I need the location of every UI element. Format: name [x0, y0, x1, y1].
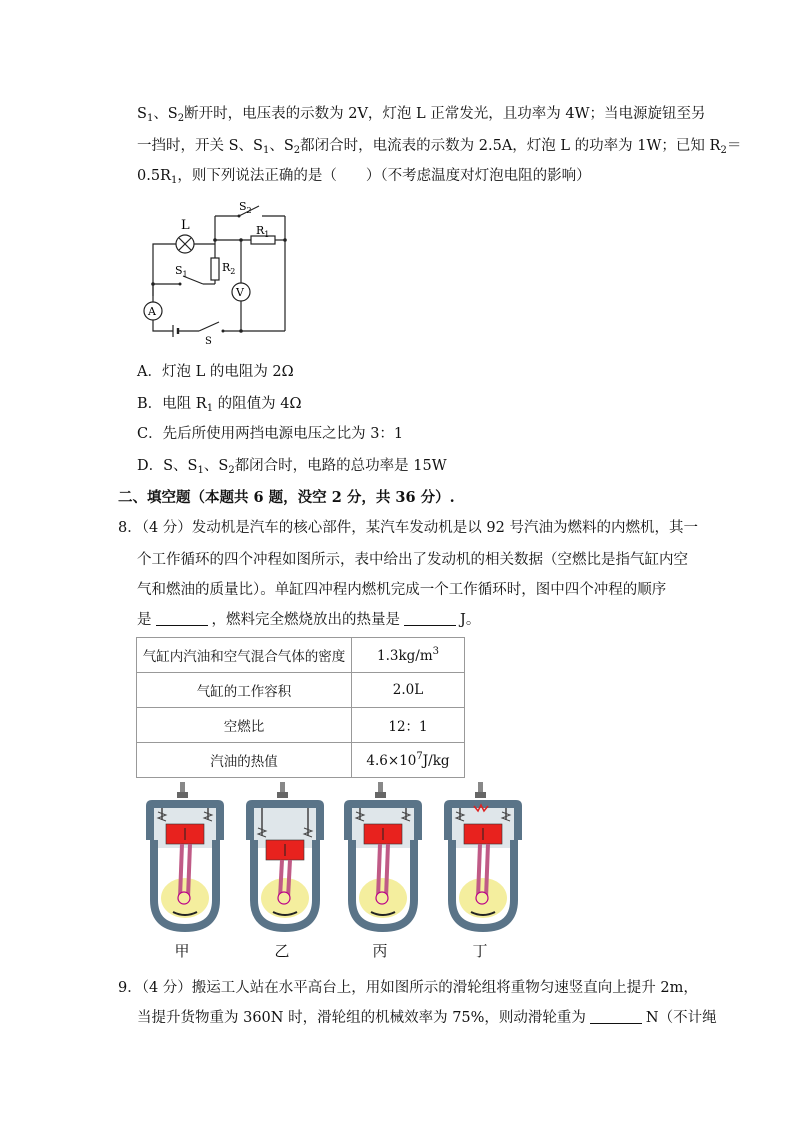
table-cell-key: 汽油的热值 — [137, 743, 352, 778]
label-S1: $S_1$ — [175, 264, 188, 279]
engine-data-table — [136, 637, 465, 778]
q7-line-3: $0.5R_1$，则下列说法正确的是（ ）（不考虑温度对灯泡电阻的影响） — [137, 168, 591, 186]
label-R2: $R_2$ — [222, 261, 236, 276]
option-a: A．灯泡 L 的电阻为 2Ω — [137, 364, 294, 380]
engine-label: 丁 — [472, 942, 488, 960]
engine-label: 甲 — [174, 942, 190, 960]
q7-line-1: $S_1$、$S_2$断开时，电压表的示数为 2V，灯泡 L 正常发光，且功率为 4W；当电源旋钮至另 — [137, 106, 706, 124]
table-cell-key: 气缸的工作容积 — [137, 673, 352, 708]
engine-stroke-diagram — [240, 780, 330, 932]
q8-line-2: 个工作循环的四个冲程如图所示，表中给出了发动机的相关数据（空燃比是指气缸内空 — [137, 552, 688, 568]
label-S: S — [205, 336, 212, 346]
engine-label: 乙 — [274, 942, 290, 960]
label-S2: $S_2$ — [239, 200, 252, 215]
voltmeter-label: V — [236, 286, 244, 299]
table-row — [137, 743, 465, 778]
option-d: D．S、$S_1$、$S_2$都闭合时，电路的总功率是 15W — [137, 458, 447, 476]
q8-line-3: 气和燃油的质量比）。单缸四冲程内燃机完成一个工作循环时，图中四个冲程的顺序 — [137, 582, 667, 598]
engine-stroke-diagram — [338, 780, 428, 932]
circuit-diagram — [135, 196, 305, 346]
q8-line-4: 是 ，燃料完全燃烧放出的热量是 J。 — [137, 612, 481, 628]
engine-stroke-diagram — [438, 780, 528, 932]
option-b: B．电阻 $R_1$ 的阻值为 4Ω — [137, 396, 302, 414]
answer-blank-heat[interactable] — [404, 611, 456, 626]
engine-stroke-diagram — [140, 780, 230, 932]
table-cell-value: $4.6\times 10^7J/kg$ — [352, 743, 465, 778]
answer-blank-pulley[interactable] — [590, 1009, 642, 1024]
answer-blank-order[interactable] — [156, 611, 208, 626]
ammeter-label: A — [148, 305, 156, 318]
q9-line-2: 当提升货物重为 360N 时，滑轮组的机械效率为 75%，则动滑轮重为 N（不计绳 — [137, 1010, 717, 1026]
engine-label: 丙 — [372, 942, 388, 960]
label-R1: $R_1$ — [256, 224, 270, 239]
q8-line-1: 8．（4 分）发动机是汽车的核心部件，某汽车发动机是以 92 号汽油为燃料的内燃机，其一 — [118, 520, 698, 536]
table-row — [137, 708, 465, 743]
table-cell-key: 气缸内汽油和空气混合气体的密度 — [137, 638, 352, 673]
q9-line-1: 9．（4 分）搬运工人站在水平高台上，用如图所示的滑轮组将重物匀速竖直向上提升 2m， — [118, 980, 698, 996]
table-cell-value: 2.0L — [352, 673, 465, 708]
table-cell-key: 空燃比 — [137, 708, 352, 743]
section-heading: 二、填空题（本题共 6 题，没空 2 分，共 36 分）. — [118, 489, 455, 506]
table-row — [137, 673, 465, 708]
q7-line-2: 一挡时，开关 S、$S_1$、$S_2$都闭合时，电流表的示数为 2.5A，灯泡 L 的功率为 1W；已知 $R_2=$ — [137, 138, 742, 156]
label-L: L — [181, 218, 190, 233]
option-c: C．先后所使用两挡电源电压之比为 3：1 — [137, 426, 404, 442]
table-row — [137, 638, 465, 673]
table-cell-value: $1.3kg/m^3$ — [352, 638, 465, 673]
table-cell-value: 12：1 — [352, 708, 465, 743]
